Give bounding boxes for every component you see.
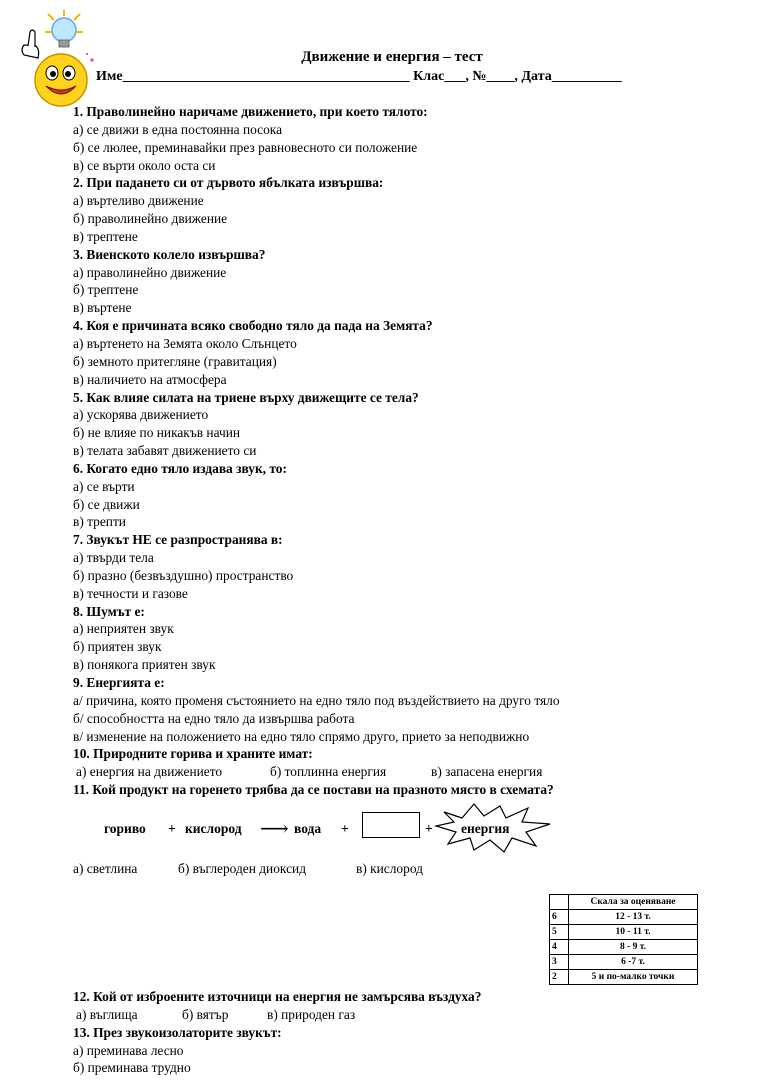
answer-option: в) наличието на атмосфера (73, 371, 227, 387)
grading-row: 5 10 - 11 т. (550, 925, 698, 940)
answer-option: б) трептене (73, 282, 139, 298)
combustion-schema (104, 808, 564, 850)
answer-option: б/ способността на едно тяло да извършва работа (73, 710, 355, 726)
answer-option: а) въртенето на Земята около Слънцето (73, 335, 297, 351)
question-text: 1. Праволинейно наричаме движението, при което тялото: (73, 104, 428, 119)
answer-option: б) не влияе по никакъв начин (73, 425, 241, 441)
schema-plus-2: + (341, 821, 349, 836)
answer-option: а) неприятен звук (73, 621, 174, 637)
grading-title: Скала за оценяване (569, 895, 698, 910)
q10-option-c: в) запасена енергия (431, 764, 543, 779)
grading-row: 6 12 - 13 т. (550, 910, 698, 925)
question-text: 9. Енергията е: (73, 675, 165, 690)
questions-list-2 (73, 988, 713, 1077)
q11-option-c: в) кислород (356, 861, 423, 876)
schema-energy: енергия (461, 821, 510, 836)
blank-answer-box (362, 812, 420, 838)
answer-option: а) праволинейно движение (73, 264, 227, 280)
answer-option: а) се движи в една постоянна посока (73, 121, 283, 137)
answer-option: а) ускорява движението (73, 407, 209, 423)
schema-plus-1: + (168, 821, 176, 836)
answer-option: в) трепти (73, 514, 126, 530)
q12-option-c: в) природен газ (267, 1006, 356, 1022)
answer-option: а) се върти (73, 478, 135, 494)
answer-option: в) трептене (73, 228, 138, 244)
grading-row: 3 6 -7 т. (550, 955, 698, 970)
answer-option: а) въртеливо движение (73, 193, 204, 209)
answer-option: в) въртене (73, 300, 132, 316)
schema-plus-3: + (425, 821, 433, 836)
page-title: Движение и енергия – тест (301, 49, 483, 65)
q13-option-b: б) преминава трудно (73, 1060, 191, 1076)
answer-option: б) земното притегляне (гравитация) (73, 353, 277, 369)
question-11: 11. Кой продукт на горенето трябва да се постави на празното място в схемата? (73, 782, 554, 797)
question-text: 3. Виенското колело извършва? (73, 246, 266, 262)
question-text: 5. Как влияе силата на триене върху движещите се тела? (73, 389, 419, 405)
answer-option: в) се върти около оста си (73, 157, 216, 173)
answer-option: б) праволинейно движение (73, 211, 228, 227)
question-text: 10. Природните горива и храните имат: (73, 746, 313, 762)
q12-option-a: а) въглища (76, 1006, 138, 1022)
answer-option: в) понякога приятен звук (73, 657, 216, 673)
schema-water: вода (294, 821, 322, 836)
question-text: 7. Звукът НЕ се разпространява в: (73, 532, 283, 548)
question-text: 4. Коя е причината всяко свободно тяло да пада на Земята? (73, 318, 433, 334)
grading-scale-table (549, 894, 698, 985)
answer-option: в) течности и газове (73, 585, 188, 601)
answer-option: в/ изменение на положението на едно тяло спрямо друго, прието за неподвижно (73, 728, 530, 744)
q10-option-b: б) топлинна енергия (270, 764, 387, 779)
schema-arrow: ⟶ (260, 818, 289, 840)
answer-option: а) твърди тела (73, 550, 154, 566)
question-text: 8. Шумът е: (73, 603, 145, 619)
q10-option-a: а) енергия на движението (76, 764, 223, 779)
questions-list (73, 103, 713, 763)
question-12: 12. Кой от изброените източници на енергия не замърсява въздуха? (73, 989, 482, 1004)
q11-option-a: а) светлина (73, 861, 138, 876)
question-text: 6. Когато едно тяло издава звук, то: (73, 460, 287, 476)
q12-options (73, 1006, 713, 1024)
q11-options (73, 861, 423, 877)
answer-option: б) приятен звук (73, 639, 162, 655)
student-fields: Име_________________________________________ Клас___, №____, Дата__________ (96, 69, 622, 84)
grading-header-row (550, 895, 698, 910)
answer-option: б) празно (безвъздушно) пространство (73, 567, 294, 583)
q11-option-b: б) въглероден диоксид (178, 861, 307, 876)
answer-option: а/ причина, която променя състоянието на едно тяло под въздействието на друго тяло (73, 692, 560, 708)
answer-option: в) телата забавят движението си (73, 443, 257, 459)
grading-row: 2 5 и по-малко точки (550, 970, 698, 985)
grading-row: 4 8 - 9 т. (550, 940, 698, 955)
q13-option-a: а) преминава лесно (73, 1042, 184, 1058)
question-text: 2. При падането си от дървото ябълката извършва: (73, 175, 384, 191)
q12-option-b: б) вятър (182, 1006, 229, 1022)
question-13: 13. През звукоизолаторите звукът: (73, 1024, 282, 1040)
answer-option: б) се люлее, преминавайки през равновесното си положение (73, 139, 418, 155)
answer-option: б) се движи (73, 496, 140, 512)
q10-options (76, 763, 542, 781)
schema-oxygen: кислород (185, 821, 242, 836)
schema-fuel: гориво (104, 821, 146, 836)
